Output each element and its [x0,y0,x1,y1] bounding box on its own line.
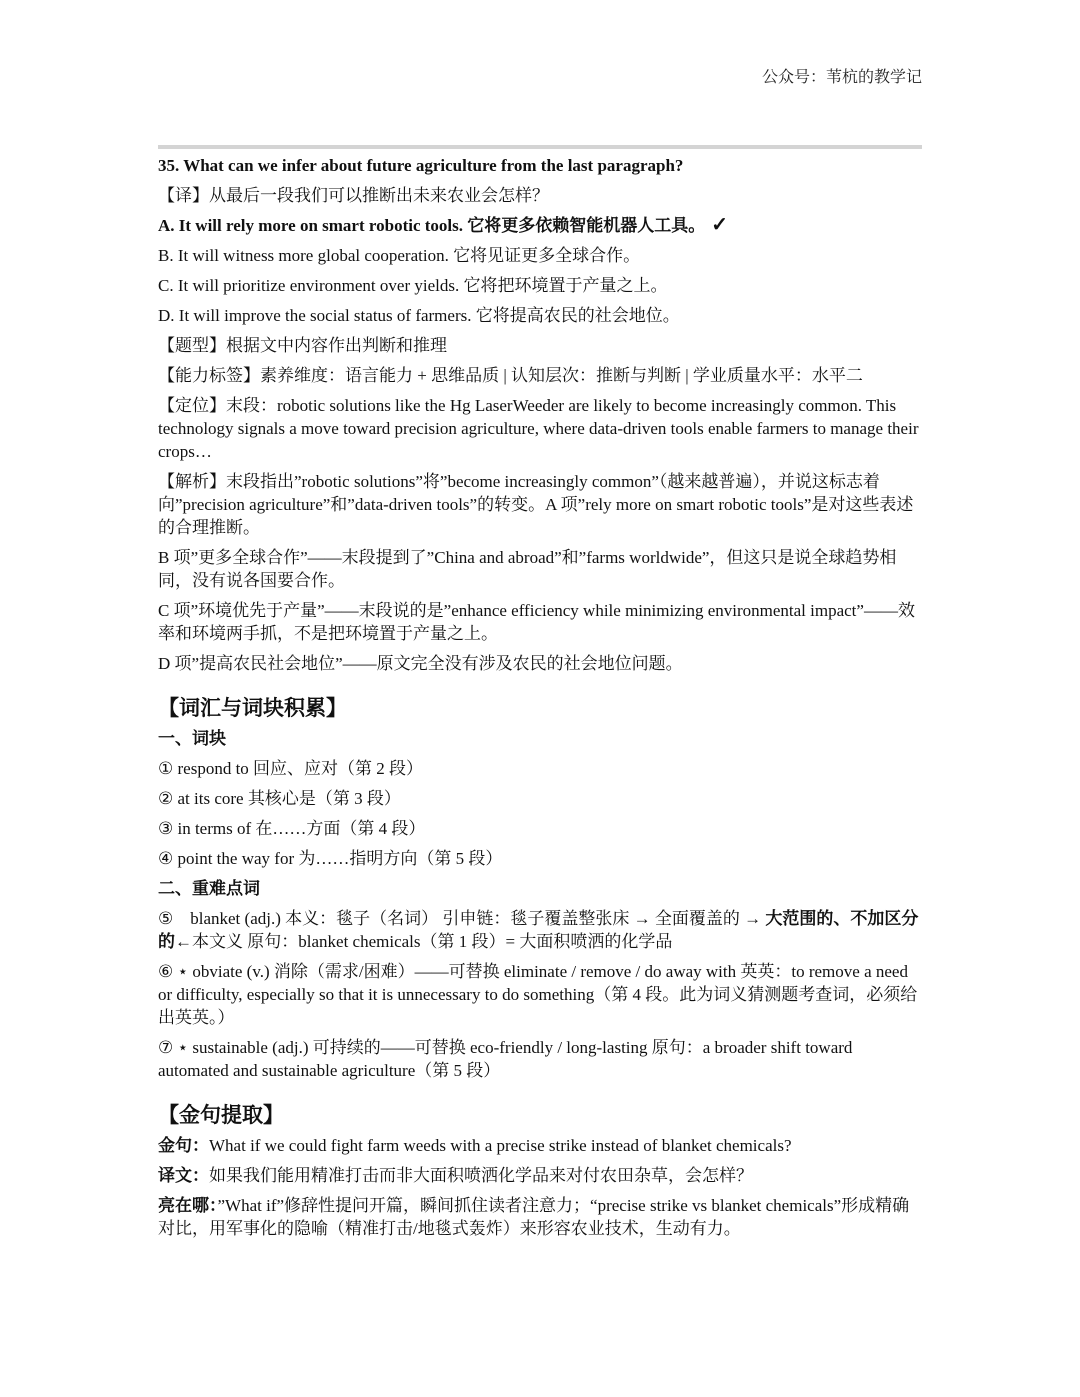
analysis-text: 【解析】末段指出”robotic solutions”将”become increasingly common”（越来越普遍），并说这标志着向”precision agriculture”和”data-driven tools”的转变。A 项”rely more on smart robotic tools”是对这些表述的合理推断。 [158,472,914,537]
option-c: C. It will prioritize environment over yields. 它将把环境置于产量之上。 [158,276,668,295]
golden-highlight [158,1194,922,1240]
ability-tag: 【能力标签】素养维度：语言能力 + 思维品质 | 认知层次：推断与判断 | 学业质量水平：水平二 [158,366,863,385]
golden-translation-text: 如果我们能用精准打击而非大面积喷洒化学品来对付农田杂草，会怎样？ [209,1166,753,1185]
golden-translation [158,1164,922,1187]
question-title: 35. What can we infer about future agriculture from the last paragraph? [158,156,684,175]
option-b: B. It will witness more global cooperation. 它将见证更多全球合作。 [158,246,641,265]
option-b-note: B 项”更多全球合作”——末段提到了”China and abroad”和”farms worldwide”，但这只是说全球趋势相同，没有说各国要合作。 [158,548,897,590]
word-item-7: ⑦ ⋆ sustainable (adj.) 可持续的——可替换 eco-friendly / long-lasting 原句：a broader shift toward automated and sustainable agriculture（第 5 段） [158,1038,853,1080]
golden-sentence-text: What if we could fight farm weeds with a precise strike instead of blanket chemicals? [209,1136,792,1155]
golden-highlight-text: ”What if”修辞性提问开篇，瞬间抓住读者注意力；“precise strike vs blanket chemicals”形成精确对比，用军事化的隐喻（精准打击/地毯式轰炸）来形容农业技术，生动有力。 [158,1196,910,1238]
golden-translation-label: 译文： [158,1166,209,1185]
question-translation: 【译】从最后一段我们可以推断出未来农业会怎样？ [158,186,549,205]
words-heading: 二、重难点词 [158,879,260,898]
option-a [158,214,922,237]
phrase-item: ② at its core 其核心是（第 3 段） [158,789,401,808]
option-d-note: D 项”提高农民社会地位”——原文完全没有涉及农民的社会地位问题。 [158,654,683,673]
word5-bold: 大范围的、不加区分的 [158,909,919,951]
phrase-item: ① respond to 回应、应对（第 2 段） [158,759,424,778]
option-a-text: A. It will rely more on smart robotic tools. 它将更多依赖智能机器人工具。 [158,216,706,235]
phrase-item: ④ point the way for 为……指明方向（第 5 段） [158,849,503,868]
word5-part-a: ⑤ blanket (adj.) 本义：毯子（名词） 引申链：毯子覆盖整张床 → 全面覆盖的 → [158,909,766,928]
document-body [158,154,922,1247]
golden-heading: 【金句提取】 [158,1103,284,1127]
locate-text: 【定位】末段：robotic solutions like the Hg LaserWeeder are likely to become increasingly common. This technology signals a move toward precision agriculture, where data-driven tools enable farmers to manage their crops… [158,396,919,461]
account-name: 公众号：苇杭的教学记 [761,69,922,86]
golden-sentence [158,1134,922,1157]
golden-sentence-label: 金句： [158,1136,209,1155]
option-c-note: C 项”环境优先于产量”——末段说的是”enhance efficiency while minimizing environmental impact”——效率和环境两手抓，不是把环境置于产量之上。 [158,601,915,643]
divider [158,145,922,149]
word-item-5 [158,907,922,953]
word-item-6: ⑥ ⋆ obviate (v.) 消除（需求/困难）——可替换 eliminate / remove / do away with 英英：to remove a need or difficulty, especially so that it is unnecessary to do something（第 4 段。此为词义猜测题考查词，必须给出英英。） [158,962,918,1027]
phrase-item: ③ in terms of 在……方面（第 4 段） [158,819,426,838]
word5-part-b: ←本文义 原句：blanket chemicals（第 1 段）= 大面积喷洒的化学品 [175,932,673,951]
phrases-heading: 一、词块 [158,729,226,748]
check-icon: ✓ [711,214,729,236]
vocab-heading: 【词汇与词块积累】 [158,696,347,720]
golden-highlight-label: 亮在哪： [158,1196,218,1215]
option-d: D. It will improve the social status of farmers. 它将提高农民的社会地位。 [158,306,680,325]
question-type: 【题型】根据文中内容作出判断和推理 [158,336,447,355]
